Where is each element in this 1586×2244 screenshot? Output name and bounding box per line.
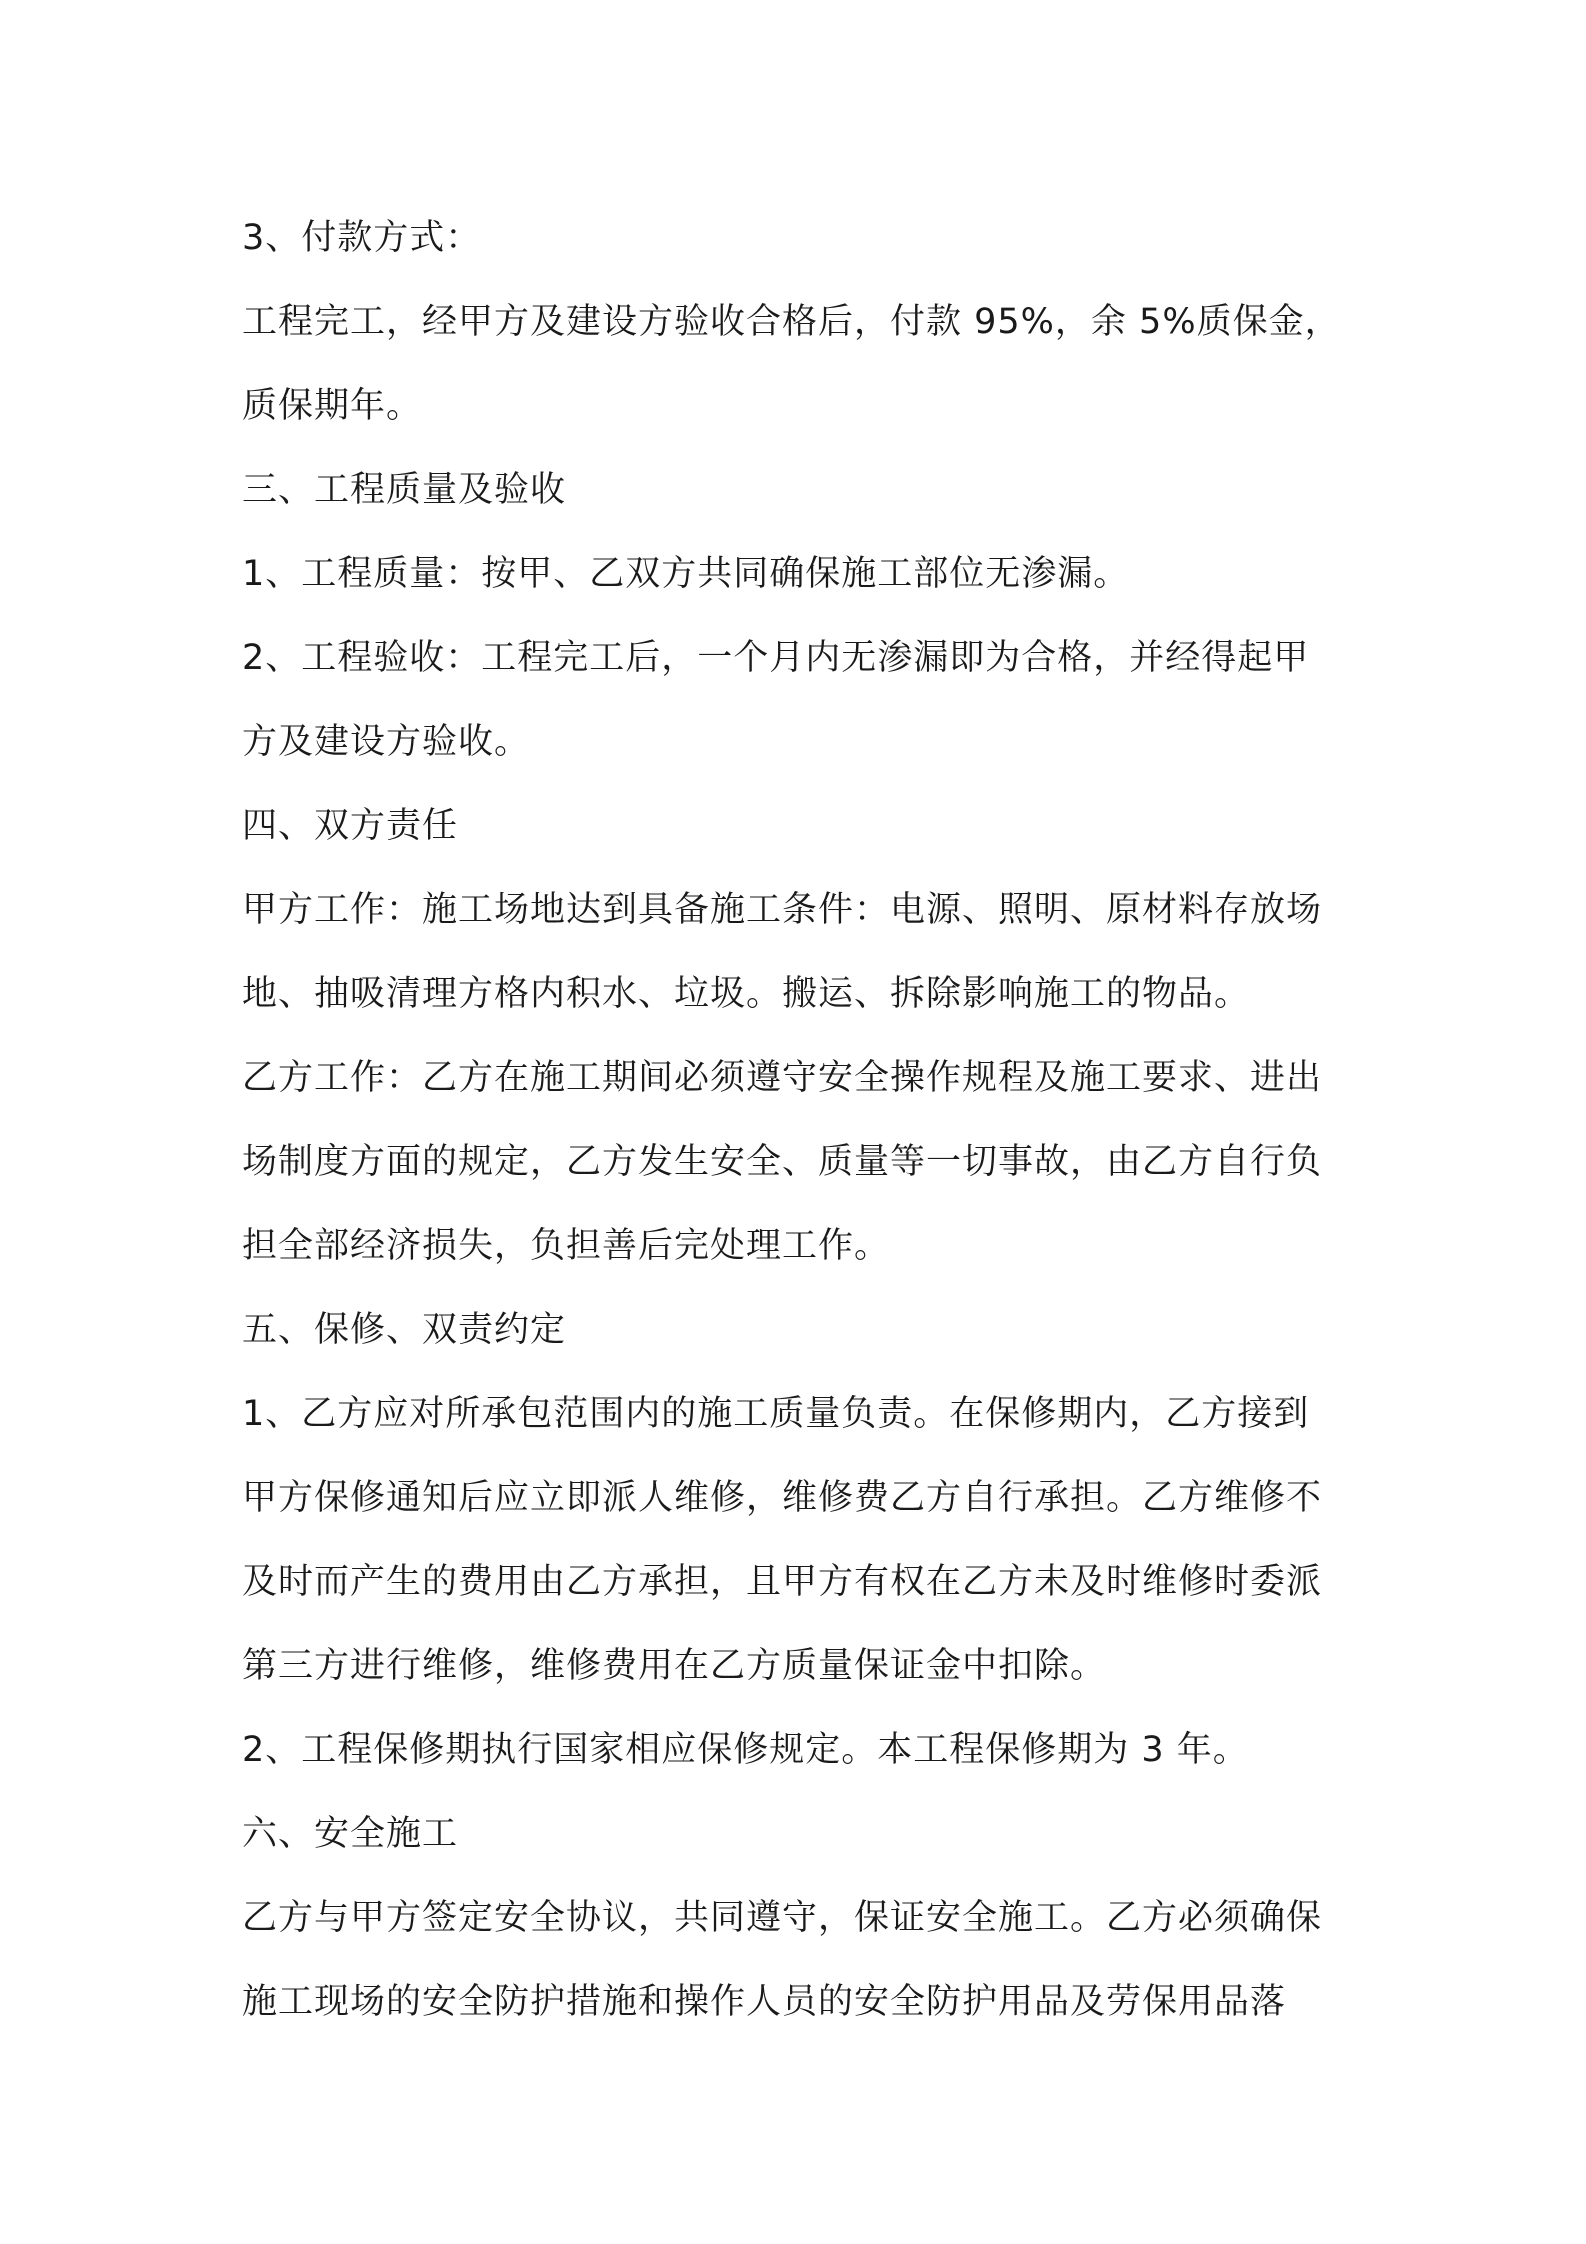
text-line: 场制度方面的规定，乙方发生安全、质量等一切事故，由乙方自行负 [242, 1142, 1323, 1182]
text-line: 及时而产生的费用由乙方承担，且甲方有权在乙方未及时维修时委派 [242, 1562, 1323, 1602]
text-line: 工程完工，经甲方及建设方验收合格后，付款 95%，余 5%质保金， [242, 302, 1341, 342]
text-line: 1、工程质量：按甲、乙双方共同确保施工部位无渗漏。 [242, 554, 1130, 594]
text-line: 1、乙方应对所承包范围内的施工质量负责。在保修期内，乙方接到 [242, 1394, 1310, 1434]
text-line: 施工现场的安全防护措施和操作人员的安全防护用品及劳保用品落 [242, 1982, 1287, 2022]
section-heading: 六、安全施工 [242, 1814, 459, 1854]
text-line: 乙方与甲方签定安全协议，共同遵守，保证安全施工。乙方必须确保 [242, 1898, 1323, 1938]
text-line: 乙方工作：乙方在施工期间必须遵守安全操作规程及施工要求、进出 [242, 1058, 1323, 1098]
text-line: 3、付款方式： [242, 218, 482, 258]
text-line: 2、工程保修期执行国家相应保修规定。本工程保修期为 3 年。 [242, 1730, 1249, 1770]
text-line: 方及建设方验收。 [242, 722, 531, 762]
text-line: 甲方工作：施工场地达到具备施工条件：电源、照明、原材料存放场 [242, 890, 1323, 930]
section-heading: 三、工程质量及验收 [242, 470, 567, 510]
text-line: 甲方保修通知后应立即派人维修，维修费乙方自行承担。乙方维修不 [242, 1478, 1323, 1518]
text-line: 担全部经济损失，负担善后完处理工作。 [242, 1226, 891, 1266]
section-heading: 四、双方责任 [242, 806, 459, 846]
text-line: 第三方进行维修，维修费用在乙方质量保证金中扣除。 [242, 1646, 1107, 1686]
section-heading: 五、保修、双责约定 [242, 1310, 567, 1350]
document-body [242, 196, 1352, 2044]
text-line: 质保期年。 [242, 386, 423, 426]
text-line: 2、工程验收：工程完工后，一个月内无渗漏即为合格，并经得起甲 [242, 638, 1310, 678]
text-line: 地、抽吸清理方格内积水、垃圾。搬运、拆除影响施工的物品。 [242, 974, 1251, 1014]
